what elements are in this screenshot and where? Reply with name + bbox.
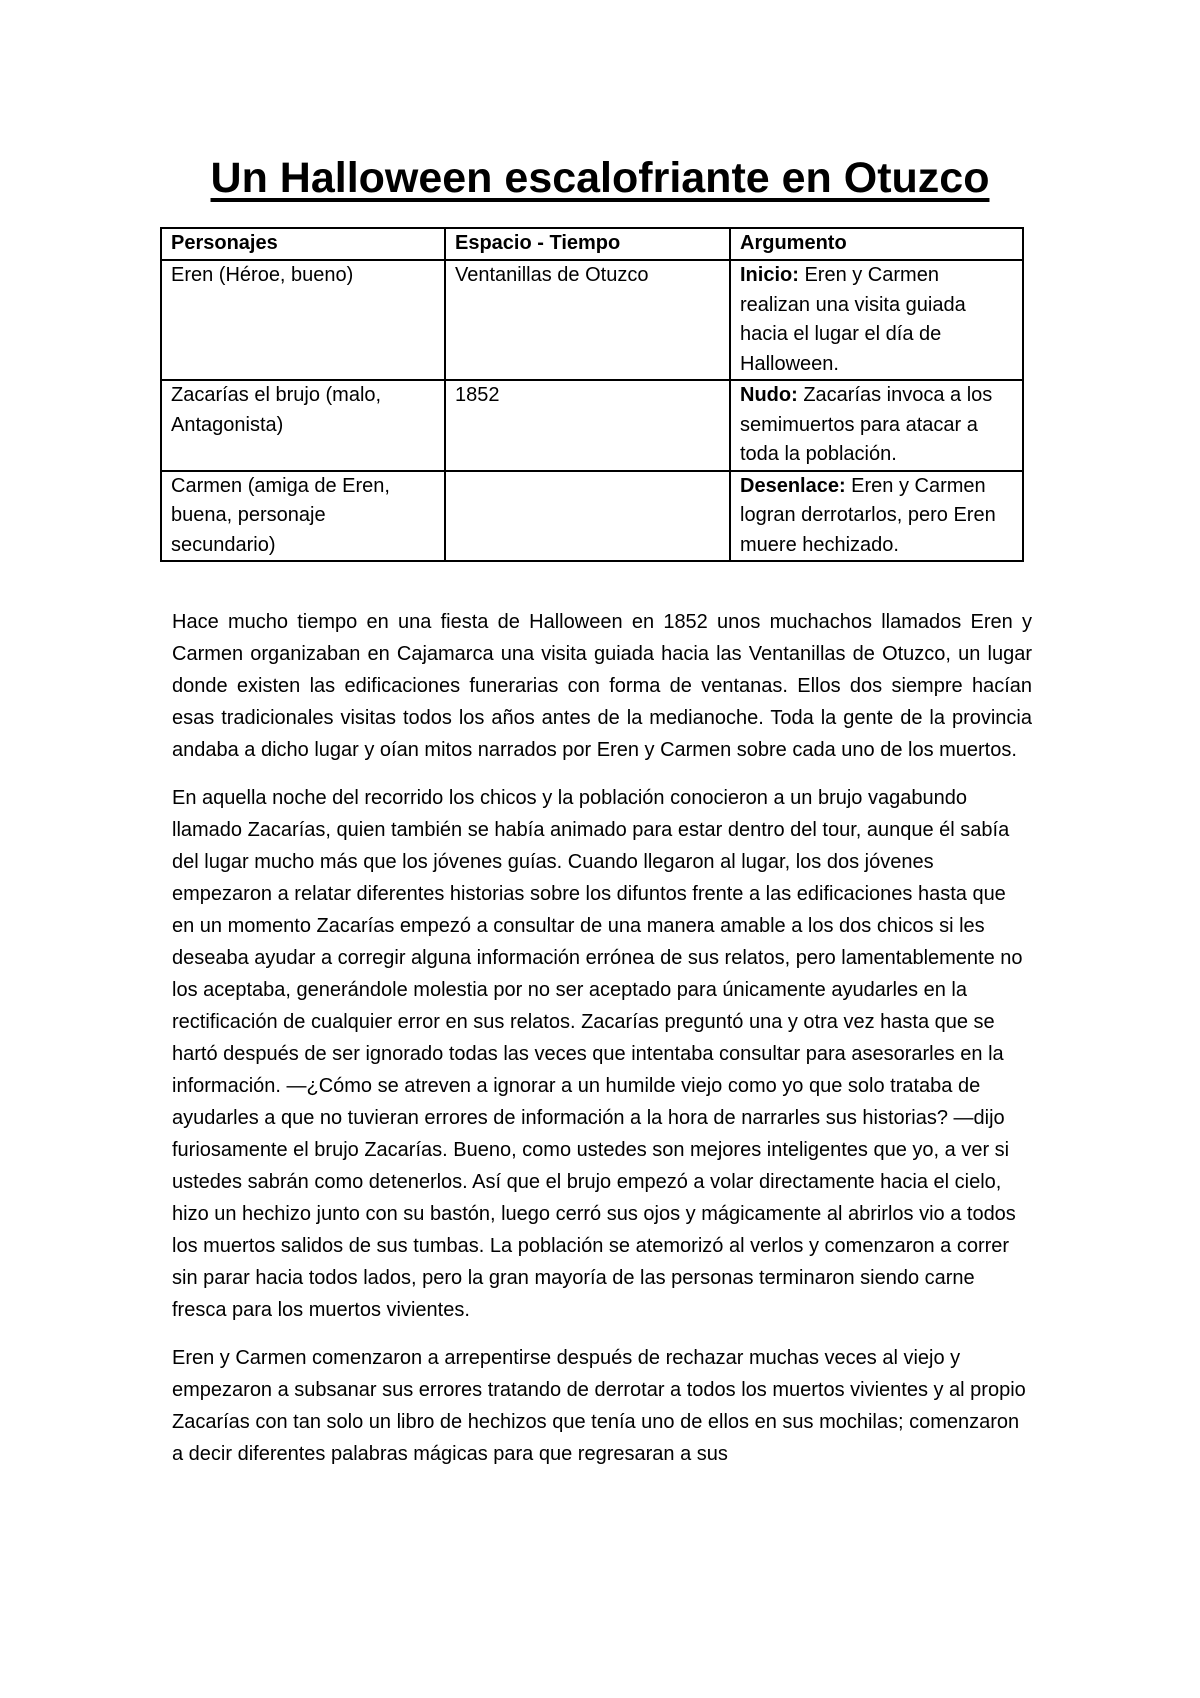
argument-text: Eren y Carmen realizan una visita guiada hacia el lugar el día de Halloween. [740, 264, 966, 375]
paragraph: Hace mucho tiempo en una fiesta de Halloween en 1852 unos muchachos llamados Eren y Carmen organizaban en Cajamarca una visita guiada hacia las Ventanillas de Otuzco, un lugar donde existen las edificaciones funerarias con forma de ventanas. Ellos dos siempre hacían esas tradicionales visitas todos los años antes de la medianoche. Toda la gente de la provincia andaba a dicho lugar y oían mitos narrados por Eren y Carmen sobre cada uno de los muertos. [172, 611, 1032, 761]
table-header-row [161, 228, 1023, 260]
argument-label: Inicio: [740, 264, 799, 286]
table-row [161, 471, 1023, 562]
cell-argumento [730, 471, 1023, 562]
argument-text: Eren y Carmen logran derrotarlos, pero Eren muere hechizado. [740, 474, 996, 556]
argument-text: Zacarías invoca a los semimuertos para atacar a toda la población. [740, 384, 993, 465]
cell-argumento [730, 380, 1023, 471]
table-row [161, 260, 1023, 380]
header-personajes: Personajes [161, 228, 445, 260]
argument-label: Desenlace: [740, 474, 846, 497]
document-title: Un Halloween escalofriante en Otuzco [210, 154, 990, 202]
cell-personajes: Zacarías el brujo (malo, Antagonista) [161, 380, 445, 471]
paragraph: Eren y Carmen comenzaron a arrepentirse después de rechazar muchas veces al viejo y empezaron a subsanar sus errores tratando de derrotar a todos los muertos vivientes y al propio Zacarías con tan solo un libro de hechizos que tenía uno de ellos en sus mochilas; comenzaron a decir diferentes palabras mágicas para que regresaran a sus [172, 1347, 1026, 1465]
cell-espacio [445, 471, 730, 562]
story-body [172, 606, 1032, 1486]
table-row [161, 380, 1023, 471]
cell-espacio: 1852 [445, 380, 730, 471]
header-espacio-tiempo: Espacio - Tiempo [445, 228, 730, 260]
story-summary-table [160, 227, 1024, 562]
cell-argumento [730, 260, 1023, 380]
header-argumento: Argumento [730, 228, 1023, 260]
paragraph: En aquella noche del recorrido los chicos y la población conocieron a un brujo vagabundo llamado Zacarías, quien también se había animado para estar dentro del tour, aunque él sabía del lugar mucho más que los jóvenes guías. Cuando llegaron al lugar, los dos jóvenes empezaron a relatar diferentes historias sobre los difuntos frente a las edificaciones hasta que en un momento Zacarías empezó a consultar de una manera amable a los dos chicos si les deseaba ayudar a corregir alguna información errónea de sus relatos, pero lamentablemente no los aceptaba, generándole molestia por no ser aceptado para únicamente ayudarles en la rectificación de cualquier error en sus relatos. Zacarías preguntó una y otra vez hasta que se hartó después de ser ignorado todas las veces que intentaba consultar para asesorarles en la información. —¿Cómo se atreven a ignorar a un humilde viejo como yo que solo trataba de ayudarles a que no tuvieran errores de información a la hora de narrarles sus historias? —dijo furiosamente el brujo Zacarías. Bueno, como ustedes son mejores inteligentes que yo, a ver si ustedes sabrán como detenerlos. Así que el brujo empezó a volar directamente hacia el cielo, hizo un hechizo junto con su bastón, luego cerró sus ojos y mágicamente al abrirlos vio a todos los muertos salidos de sus tumbas. La población se atemorizó al verlos y comenzaron a correr sin parar hacia todos lados, pero la gran mayoría de las personas terminaron siendo carne fresca para los muertos vivientes. [172, 787, 1023, 1321]
argument-label: Nudo: [740, 384, 798, 406]
cell-personajes: Eren (Héroe, bueno) [161, 260, 445, 380]
cell-espacio: Ventanillas de Otuzco [445, 260, 730, 380]
cell-personajes: Carmen (amiga de Eren, buena, personaje secundario) [161, 471, 445, 562]
